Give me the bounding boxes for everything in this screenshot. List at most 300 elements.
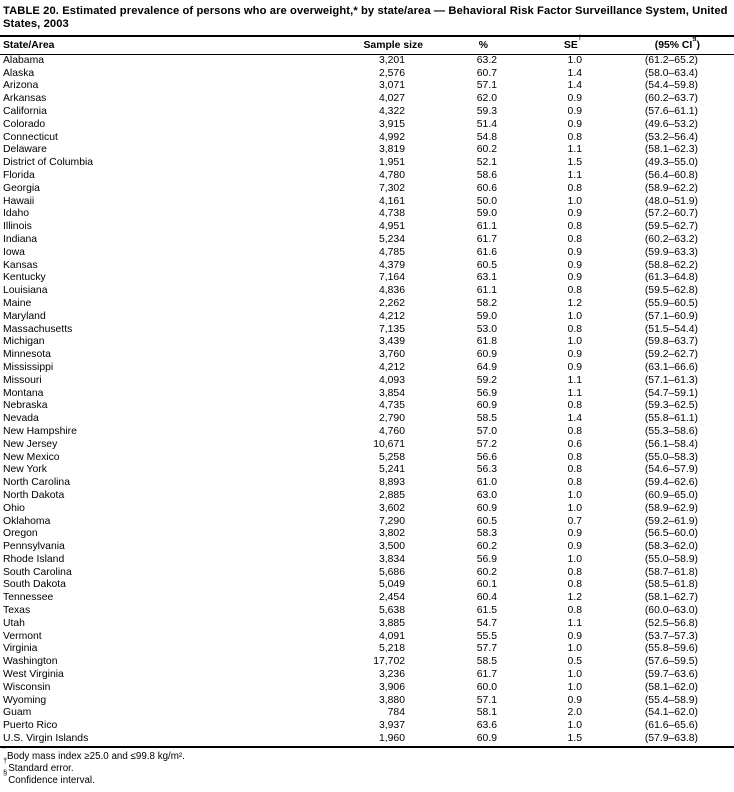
cell-se: 0.8 (567, 566, 582, 578)
table-title: TABLE 20. Estimated prevalence of persons who are overweight,* by state/area — Behavioral Risk Factor Surveillance System, United States, 2003 (3, 5, 728, 31)
column-header-se (515, 32, 600, 55)
cell-ci: (49.6–53.2) (644, 118, 698, 130)
cell-percent: 57.7 (476, 643, 497, 655)
cell-state-area: Hawaii (3, 195, 35, 207)
cell-sample-size: 2,885 (378, 489, 405, 501)
cell-state-area: Missouri (3, 374, 42, 386)
cell-state-area: Kentucky (3, 272, 46, 284)
cell-percent: 61.0 (476, 477, 497, 489)
cell-percent: 55.5 (476, 630, 497, 642)
table-row (0, 643, 734, 656)
cell-se: 1.0 (567, 489, 582, 501)
cell-sample-size: 4,951 (378, 221, 405, 233)
cell-ci: (57.2–60.7) (644, 208, 698, 220)
cell-se: 0.8 (567, 131, 582, 143)
cell-percent: 54.8 (476, 131, 497, 143)
cell-se: 0.9 (567, 694, 582, 706)
cell-percent: 60.2 (476, 144, 497, 156)
cell-ci: (55.8–59.6) (644, 643, 698, 655)
cell-sample-size: 5,258 (378, 451, 405, 463)
cell-state-area: Massachusetts (3, 323, 73, 335)
cell-percent: 58.6 (476, 169, 497, 181)
cell-se: 1.0 (567, 643, 582, 655)
cell-state-area: U.S. Virgin Islands (3, 733, 89, 745)
table-row (0, 324, 734, 337)
cell-percent: 58.5 (476, 413, 497, 425)
cell-percent: 57.2 (476, 438, 497, 450)
cell-se: 1.5 (567, 157, 582, 169)
cell-sample-size: 2,262 (378, 297, 405, 309)
cell-sample-size: 5,638 (378, 605, 405, 617)
cell-se: 1.5 (567, 733, 582, 745)
cell-percent: 64.9 (476, 361, 497, 373)
cell-sample-size: 3,834 (378, 553, 405, 565)
cell-ci: (55.8–61.1) (644, 413, 698, 425)
cell-ci: (60.9–65.0) (644, 489, 698, 501)
cell-se: 1.2 (567, 297, 582, 309)
cell-se: 1.0 (567, 195, 582, 207)
cell-percent: 51.4 (476, 118, 497, 130)
cell-sample-size: 4,785 (378, 246, 405, 258)
cell-sample-size: 1,951 (378, 157, 405, 169)
table-row (0, 656, 734, 669)
cell-sample-size: 3,854 (378, 387, 405, 399)
table-row (0, 579, 734, 592)
cell-percent: 60.4 (476, 592, 497, 604)
cell-sample-size: 3,885 (378, 617, 405, 629)
table-row (0, 375, 734, 388)
cell-sample-size: 7,164 (378, 272, 405, 284)
cell-ci: (55.3–58.6) (644, 425, 698, 437)
cell-ci: (56.5–60.0) (644, 528, 698, 540)
table-row (0, 272, 734, 285)
dagger-superscript: † (577, 32, 582, 42)
table-row (0, 144, 734, 157)
cell-state-area: Minnesota (3, 349, 51, 361)
cell-percent: 56.9 (476, 387, 497, 399)
cell-state-area: West Virginia (3, 669, 64, 681)
table-row (0, 528, 734, 541)
cell-percent: 50.0 (476, 195, 497, 207)
cell-sample-size: 3,201 (378, 54, 405, 66)
table-row (0, 183, 734, 196)
cell-se: 0.9 (567, 246, 582, 258)
cell-state-area: Connecticut (3, 131, 58, 143)
cell-percent: 63.2 (476, 54, 497, 66)
cell-state-area: Arkansas (3, 93, 47, 105)
cell-ci: (59.2–62.7) (644, 349, 698, 361)
cell-sample-size: 3,071 (378, 80, 405, 92)
cell-state-area: Idaho (3, 208, 30, 220)
table-row (0, 221, 734, 234)
table-row (0, 503, 734, 516)
table-row (0, 311, 734, 324)
cell-ci: (58.1–62.7) (644, 592, 698, 604)
cell-ci: (49.3–55.0) (644, 157, 698, 169)
cell-se: 1.0 (567, 553, 582, 565)
cell-state-area: Maine (3, 297, 32, 309)
cell-sample-size: 7,290 (378, 515, 405, 527)
cell-state-area: New Jersey (3, 438, 58, 450)
cell-percent: 61.7 (476, 669, 497, 681)
cell-state-area: North Carolina (3, 477, 70, 489)
cell-sample-size: 4,738 (378, 208, 405, 220)
cell-sample-size: 4,027 (378, 93, 405, 105)
footnote-marker: † (3, 755, 8, 765)
cell-se: 1.0 (567, 720, 582, 732)
section-superscript: § (692, 32, 697, 42)
cell-sample-size: 3,236 (378, 669, 405, 681)
footnote-marker: § (3, 767, 8, 777)
cell-ci: (60.0–63.0) (644, 605, 698, 617)
cell-sample-size: 3,819 (378, 144, 405, 156)
cell-se: 1.0 (567, 681, 582, 693)
cell-se: 0.9 (567, 541, 582, 553)
column-header-sample-size: Sample size (340, 36, 440, 55)
table-row (0, 234, 734, 247)
cell-sample-size: 4,836 (378, 285, 405, 297)
cell-percent: 60.2 (476, 541, 497, 553)
table-row (0, 336, 734, 349)
cell-ci: (58.8–62.2) (644, 259, 698, 271)
cell-ci: (56.1–58.4) (644, 438, 698, 450)
table-row (0, 733, 734, 747)
cell-percent: 60.5 (476, 259, 497, 271)
table-row (0, 516, 734, 529)
cell-sample-size: 5,234 (378, 233, 405, 245)
cell-se: 1.1 (567, 617, 582, 629)
cell-se: 0.6 (567, 438, 582, 450)
cell-se: 1.0 (567, 669, 582, 681)
cell-state-area: Virginia (3, 643, 38, 655)
table-row (0, 631, 734, 644)
table-row (0, 132, 734, 145)
cell-se: 0.8 (567, 233, 582, 245)
cell-state-area: Pennsylvania (3, 541, 65, 553)
cell-sample-size: 1,960 (378, 733, 405, 745)
cell-percent: 57.1 (476, 80, 497, 92)
cell-state-area: Puerto Rico (3, 720, 58, 732)
table-row (0, 247, 734, 260)
table-row (0, 464, 734, 477)
cell-ci: (53.7–57.3) (644, 630, 698, 642)
table-row (0, 349, 734, 362)
cell-sample-size: 4,735 (378, 400, 405, 412)
cell-percent: 58.5 (476, 656, 497, 668)
cell-ci: (58.5–61.8) (644, 579, 698, 591)
column-header-percent: % (440, 36, 515, 55)
footnote: §Confidence interval. (3, 767, 95, 786)
cell-se: 0.8 (567, 323, 582, 335)
cell-ci: (59.9–63.3) (644, 246, 698, 258)
cell-se: 0.9 (567, 528, 582, 540)
cell-ci: (55.0–58.9) (644, 553, 698, 565)
cell-state-area: Arizona (3, 80, 39, 92)
cell-state-area: District of Columbia (3, 157, 94, 169)
table-row (0, 682, 734, 695)
cell-ci: (54.7–59.1) (644, 387, 698, 399)
cell-ci: (55.4–58.9) (644, 694, 698, 706)
cell-state-area: Indiana (3, 233, 38, 245)
cell-percent: 60.2 (476, 566, 497, 578)
cell-percent: 59.0 (476, 310, 497, 322)
cell-se: 1.4 (567, 413, 582, 425)
cell-state-area: Colorado (3, 118, 46, 130)
cell-percent: 63.0 (476, 489, 497, 501)
cell-se: 0.9 (567, 630, 582, 642)
cell-ci: (56.4–60.8) (644, 169, 698, 181)
cell-ci: (54.1–62.0) (644, 707, 698, 719)
cell-se: 1.1 (567, 144, 582, 156)
table-row (0, 426, 734, 439)
cell-state-area: Alabama (3, 54, 45, 66)
table-row (0, 605, 734, 618)
cell-se: 1.4 (567, 80, 582, 92)
cell-ci: (57.1–60.9) (644, 310, 698, 322)
cell-ci: (59.3–62.5) (644, 400, 698, 412)
cell-se: 0.8 (567, 285, 582, 297)
cell-ci: (63.1–66.6) (644, 361, 698, 373)
cell-percent: 53.0 (476, 323, 497, 335)
table-row (0, 54, 734, 67)
cell-state-area: North Dakota (3, 489, 65, 501)
cell-state-area: New Hampshire (3, 425, 77, 437)
cell-percent: 60.6 (476, 182, 497, 194)
table-row (0, 400, 734, 413)
cell-se: 1.1 (567, 387, 582, 399)
cell-sample-size: 2,576 (378, 67, 405, 79)
footnotes (0, 744, 734, 787)
cell-sample-size: 4,992 (378, 131, 405, 143)
cell-ci: (57.1–61.3) (644, 374, 698, 386)
cell-sample-size: 3,937 (378, 720, 405, 732)
cell-se: 0.9 (567, 118, 582, 130)
cell-se: 0.8 (567, 451, 582, 463)
cell-state-area: New York (3, 464, 47, 476)
table-row (0, 490, 734, 503)
cell-ci: (60.2–63.2) (644, 233, 698, 245)
cell-percent: 60.1 (476, 579, 497, 591)
table-row (0, 388, 734, 401)
cell-se: 0.8 (567, 477, 582, 489)
cell-ci: (58.1–62.3) (644, 144, 698, 156)
cell-se: 0.9 (567, 106, 582, 117)
cell-se: 0.9 (567, 259, 582, 271)
cell-percent: 57.1 (476, 694, 497, 706)
table-row (0, 554, 734, 567)
cell-percent: 57.0 (476, 425, 497, 437)
table-row (0, 119, 734, 132)
cell-state-area: Maryland (3, 310, 46, 322)
cell-ci: (51.5–54.4) (644, 323, 698, 335)
cell-ci: (55.0–58.3) (644, 451, 698, 463)
cell-state-area: Michigan (3, 336, 45, 348)
table-header (0, 32, 734, 55)
cell-percent: 56.6 (476, 451, 497, 463)
cell-state-area: Georgia (3, 182, 40, 194)
cell-ci: (54.4–59.8) (644, 80, 698, 92)
cell-percent: 63.1 (476, 272, 497, 284)
cell-ci: (58.1–62.0) (644, 681, 698, 693)
ci-label-close: ) (696, 39, 700, 51)
table-row (0, 260, 734, 273)
cell-se: 0.9 (567, 361, 582, 373)
table-row (0, 285, 734, 298)
column-header-ci (600, 32, 734, 55)
cell-sample-size: 4,161 (378, 195, 405, 207)
cell-ci: (57.6–59.5) (644, 656, 698, 668)
cell-sample-size: 3,602 (378, 502, 405, 514)
table-body (0, 54, 734, 747)
cell-sample-size: 5,049 (378, 579, 405, 591)
table-row (0, 208, 734, 221)
cell-state-area: South Dakota (3, 579, 66, 591)
cell-se: 0.9 (567, 208, 582, 220)
cell-sample-size: 4,212 (378, 361, 405, 373)
cell-percent: 61.6 (476, 246, 497, 258)
cell-sample-size: 7,135 (378, 323, 405, 335)
cell-ci: (54.6–57.9) (644, 464, 698, 476)
table-row (0, 452, 734, 465)
cell-percent: 59.2 (476, 374, 497, 386)
cell-state-area: South Carolina (3, 566, 72, 578)
cell-sample-size: 4,093 (378, 374, 405, 386)
cell-state-area: Utah (3, 617, 25, 629)
table-row (0, 567, 734, 580)
cell-sample-size: 3,439 (378, 336, 405, 348)
cell-percent: 63.6 (476, 720, 497, 732)
cell-sample-size: 3,906 (378, 681, 405, 693)
cell-ci: (59.2–61.9) (644, 515, 698, 527)
table-row (0, 439, 734, 452)
cell-state-area: Kansas (3, 259, 38, 271)
table-row (0, 196, 734, 209)
cell-percent: 60.0 (476, 681, 497, 693)
cell-percent: 62.0 (476, 93, 497, 105)
table-row (0, 720, 734, 733)
cell-se: 0.5 (567, 656, 582, 668)
cell-sample-size: 5,686 (378, 566, 405, 578)
cell-state-area: Washington (3, 656, 58, 668)
cell-state-area: Montana (3, 387, 44, 399)
cell-sample-size: 4,760 (378, 425, 405, 437)
table-row (0, 477, 734, 490)
cell-state-area: California (3, 106, 47, 117)
cell-sample-size: 4,212 (378, 310, 405, 322)
cell-state-area: Wisconsin (3, 681, 51, 693)
cell-se: 0.8 (567, 579, 582, 591)
cell-se: 0.8 (567, 605, 582, 617)
cell-se: 0.8 (567, 464, 582, 476)
footnote: *Body mass index ≥25.0 and ≤99.8 kg/m². (3, 744, 185, 762)
cell-ci: (52.5–56.8) (644, 617, 698, 629)
cell-sample-size: 5,218 (378, 643, 405, 655)
cell-se: 2.0 (567, 707, 582, 719)
cell-ci: (61.3–64.8) (644, 272, 698, 284)
cell-sample-size: 784 (387, 707, 405, 719)
header-row (0, 36, 734, 55)
cell-state-area: Oklahoma (3, 515, 51, 527)
cell-sample-size: 3,760 (378, 349, 405, 361)
cell-sample-size: 8,893 (378, 477, 405, 489)
cell-state-area: Guam (3, 707, 32, 719)
cell-sample-size: 17,702 (373, 656, 405, 668)
cell-ci: (59.8–63.7) (644, 336, 698, 348)
table-row (0, 106, 734, 119)
cell-se: 0.8 (567, 221, 582, 233)
cell-ci: (58.9–62.9) (644, 502, 698, 514)
cell-percent: 58.2 (476, 297, 497, 309)
cell-percent: 61.5 (476, 605, 497, 617)
cell-se: 1.1 (567, 374, 582, 386)
table-row (0, 541, 734, 554)
cell-ci: (60.2–63.7) (644, 93, 698, 105)
table-row (0, 170, 734, 183)
prevalence-table (0, 32, 734, 748)
cell-ci: (61.2–65.2) (644, 54, 698, 66)
cell-state-area: Tennessee (3, 592, 54, 604)
cell-sample-size: 2,454 (378, 592, 405, 604)
cell-percent: 60.7 (476, 67, 497, 79)
cell-ci: (58.3–62.0) (644, 541, 698, 553)
cell-percent: 60.9 (476, 349, 497, 361)
cell-se: 0.8 (567, 400, 582, 412)
cell-sample-size: 3,500 (378, 541, 405, 553)
table-row (0, 707, 734, 720)
table-row (0, 695, 734, 708)
cell-percent: 59.0 (476, 208, 497, 220)
cell-state-area: Nebraska (3, 400, 48, 412)
cell-se: 0.7 (567, 515, 582, 527)
cell-sample-size: 4,379 (378, 259, 405, 271)
cell-se: 1.1 (567, 169, 582, 181)
cell-state-area: Alaska (3, 67, 35, 79)
cell-ci: (59.5–62.8) (644, 285, 698, 297)
cell-percent: 60.5 (476, 515, 497, 527)
cell-state-area: Mississippi (3, 361, 54, 373)
cell-state-area: Illinois (3, 221, 32, 233)
cell-percent: 61.8 (476, 336, 497, 348)
cell-ci: (53.2–56.4) (644, 131, 698, 143)
cell-state-area: Ohio (3, 502, 25, 514)
cell-se: 0.9 (567, 93, 582, 105)
cell-state-area: New Mexico (3, 451, 60, 463)
cell-sample-size: 3,802 (378, 528, 405, 540)
cell-sample-size: 10,671 (373, 438, 405, 450)
cell-percent: 61.1 (476, 221, 497, 233)
cell-ci: (61.6–65.6) (644, 720, 698, 732)
cell-se: 0.9 (567, 272, 582, 284)
table-row (0, 669, 734, 682)
cell-ci: (58.7–61.8) (644, 566, 698, 578)
cell-percent: 52.1 (476, 157, 497, 169)
cell-state-area: Vermont (3, 630, 42, 642)
column-header-state-area: State/Area (0, 36, 340, 55)
cell-state-area: Iowa (3, 246, 25, 258)
cell-ci: (58.0–63.4) (644, 67, 698, 79)
cell-percent: 56.3 (476, 464, 497, 476)
cell-ci: (59.5–62.7) (644, 221, 698, 233)
cell-se: 1.4 (567, 67, 582, 79)
table-row (0, 362, 734, 375)
cell-sample-size: 5,241 (378, 464, 405, 476)
cell-ci: (59.7–63.6) (644, 669, 698, 681)
table-row (0, 68, 734, 81)
table-row (0, 93, 734, 106)
cell-se: 1.0 (567, 336, 582, 348)
cell-percent: 58.1 (476, 707, 497, 719)
cell-sample-size: 4,780 (378, 169, 405, 181)
